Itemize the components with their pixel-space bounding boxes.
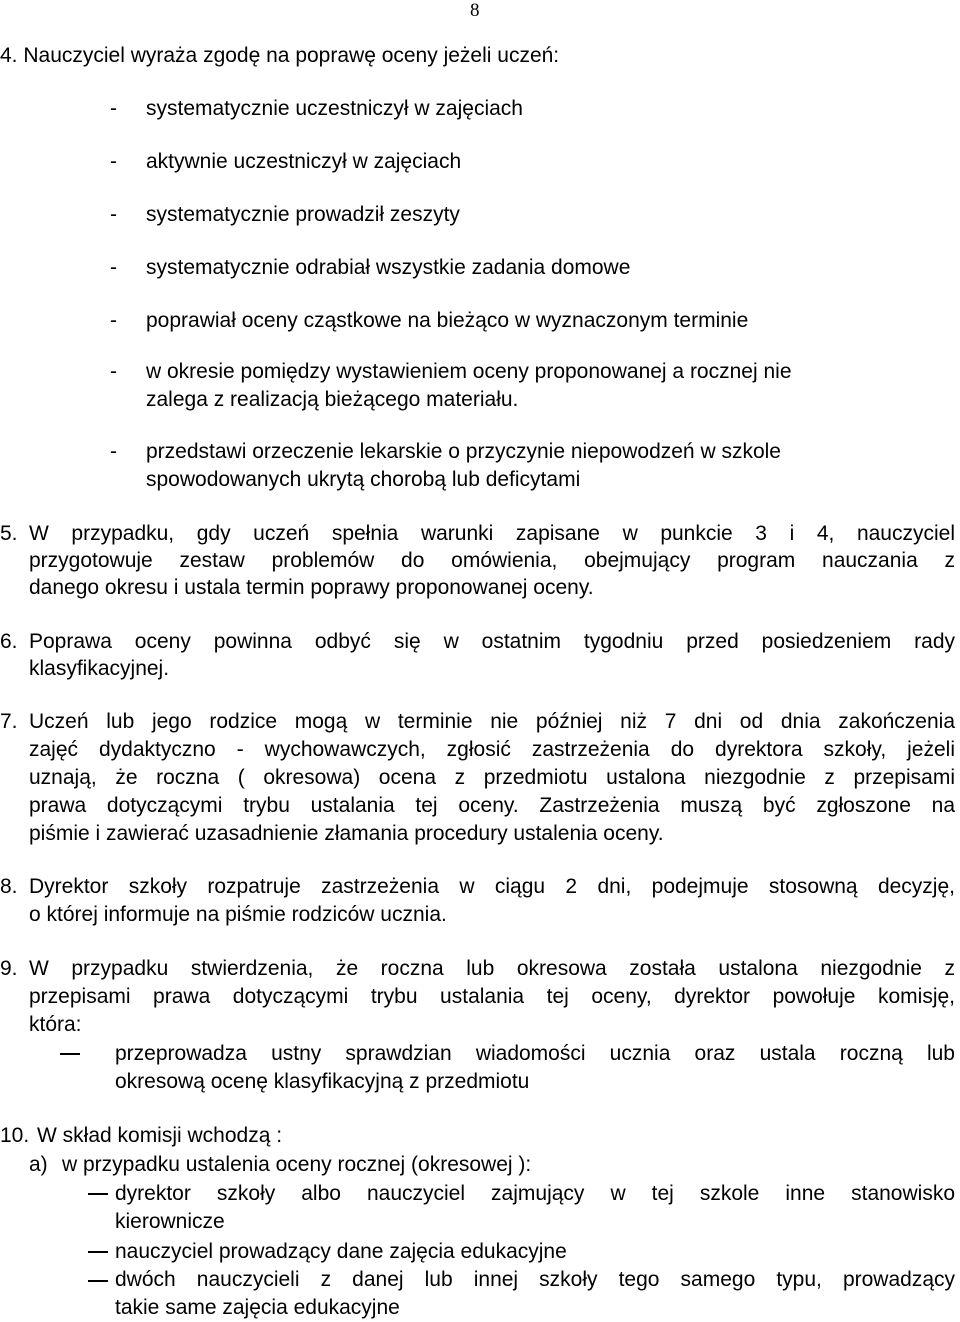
item-number: 6.: [0, 630, 18, 653]
paragraph-line: danego okresu i ustala termin poprawy proponowanej oceny.: [29, 576, 594, 599]
item-number: 5.: [0, 522, 18, 545]
list-item-text: okresową ocenę klasyfikacyjną z przedmiotu: [115, 1070, 530, 1093]
list-item-text: poprawiał oceny cząstkowe na bieżąco w wyznaczonym terminie: [146, 309, 749, 332]
paragraph-line: Dyrektor szkoły rozpatruje zastrzeżenia w ciągu 2 dni, podejmuje stosowną decyzję,: [29, 875, 955, 898]
dash-bullet: -: [110, 97, 117, 120]
item-number: 8.: [0, 875, 18, 898]
paragraph-line: zajęć dydaktyczno - wychowawczych, zgłosić zastrzeżenia do dyrektora szkoły, jeżeli: [29, 738, 955, 761]
paragraph-line: Uczeń lub jego rodzice mogą w terminie nie później niż 7 dni od dnia zakończenia: [29, 710, 955, 733]
list-item-text: w okresie pomiędzy wystawieniem oceny proponowanej a rocznej nie: [146, 360, 792, 383]
list-item-text: zalega z realizacją bieżącego materiału.: [146, 388, 519, 411]
paragraph-line: uznają, że roczna ( okresowa) ocena z przedmiotu ustalona niezgodnie z przepisami: [29, 766, 955, 789]
item4-heading: 4. Nauczyciel wyraża zgodę na poprawę oceny jeżeli uczeń:: [0, 44, 560, 67]
dash-bullet: -: [110, 360, 117, 383]
dash-bullet: [88, 1280, 108, 1282]
list-item-text: kierownicze: [115, 1210, 225, 1233]
dash-bullet: -: [110, 309, 117, 332]
list-item-text: nauczyciel prowadzący dane zajęcia edukacyjne: [115, 1240, 567, 1263]
sub-item-text: w przypadku ustalenia oceny rocznej (okresowej ):: [62, 1153, 532, 1176]
list-item-text: dwóch nauczycieli z danej lub innej szkoły tego samego typu, prowadzący: [115, 1268, 955, 1291]
list-item-text: systematycznie odrabiał wszystkie zadania domowe: [146, 256, 631, 279]
paragraph-line: klasyfikacyjnej.: [29, 657, 170, 680]
dash-bullet: -: [110, 203, 117, 226]
paragraph-line: prawa dotyczącymi trybu ustalania tej oceny. Zastrzeżenia muszą być zgłoszone na: [29, 794, 955, 817]
dash-bullet: [88, 1193, 108, 1195]
dash-bullet: -: [110, 150, 117, 173]
list-item-text: dyrektor szkoły albo nauczyciel zajmujący w tej szkole inne stanowisko: [115, 1182, 955, 1205]
paragraph-line: o której informuje na piśmie rodziców ucznia.: [29, 903, 447, 926]
paragraph-line: przepisami prawa dotyczącymi trybu ustalania tej oceny, dyrektor powołuje komisję,: [29, 985, 955, 1008]
list-item-text: systematycznie uczestniczył w zajęciach: [146, 97, 523, 120]
paragraph-line: która:: [29, 1013, 82, 1036]
item-number: 7.: [0, 710, 18, 733]
item-number: 10.: [0, 1124, 30, 1147]
dash-bullet: -: [110, 440, 117, 463]
paragraph-line: W przypadku, gdy uczeń spełnia warunki zapisane w punkcie 3 i 4, nauczyciel: [29, 522, 955, 545]
sub-item-label: a): [29, 1153, 48, 1176]
paragraph-line: przygotowuje zestaw problemów do omówienia, obejmujący program nauczania z: [29, 549, 955, 572]
item10-heading: W skład komisji wchodzą :: [37, 1124, 283, 1147]
list-item-text: przeprowadza ustny sprawdzian wiadomości ucznia oraz ustala roczną lub: [115, 1042, 955, 1065]
list-item-text: systematycznie prowadził zeszyty: [146, 203, 460, 226]
item-number: 9.: [0, 957, 18, 980]
paragraph-line: Poprawa oceny powinna odbyć się w ostatnim tygodniu przed posiedzeniem rady: [29, 630, 955, 653]
dash-bullet: [88, 1251, 108, 1253]
list-item-text: spowodowanych ukrytą chorobą lub deficytami: [146, 468, 581, 491]
paragraph-line: W przypadku stwierdzenia, że roczna lub okresowa została ustalona niezgodnie z: [29, 957, 955, 980]
dash-bullet: [60, 1053, 80, 1055]
list-item-text: przedstawi orzeczenie lekarskie o przyczynie niepowodzeń w szkole: [146, 440, 781, 463]
list-item-text: takie same zajęcia edukacyjne: [115, 1296, 400, 1319]
page-number: 8: [470, 0, 480, 21]
dash-bullet: -: [110, 256, 117, 279]
list-item-text: aktywnie uczestniczył w zajęciach: [146, 150, 462, 173]
paragraph-line: piśmie i zawierać uzasadnienie złamania procedury ustalenia oceny.: [29, 822, 664, 845]
